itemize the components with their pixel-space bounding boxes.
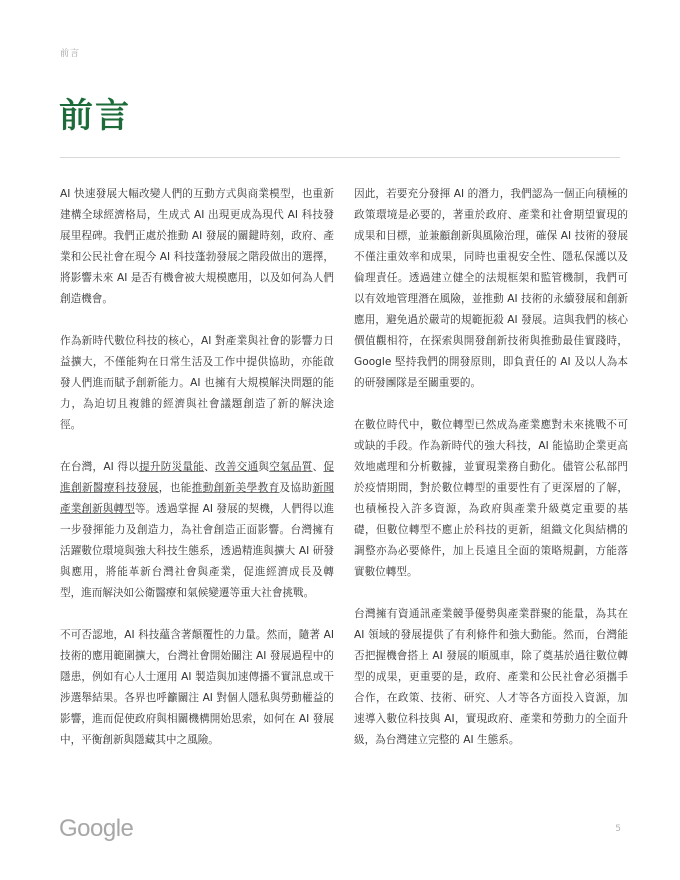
left-paragraph-1: AI 快速發展大幅改變人們的互動方式與商業模型，也重新建構全球經濟格局，生成式 AI 出現更成為現代 AI 科技發展里程碑。我們正處於推動 AI 發展的關鍵時刻，政府、產業和公民社會在現今 AI 科技蓬勃發展之階段做出的選擇，將影響未來 AI 是否有機會被大規模應用，以及如何為人們創造機會。 xyxy=(60,188,334,305)
left-paragraph-3 xyxy=(60,457,334,604)
text-span: 等。透過掌握 AI 發展的契機，人們得以進一步發揮能力及創造力，為社會創造正面影響。台灣擁有活躍數位環境與強大科技生態系，透過精進與擴大 AI 研發與應用，將能革新台灣社會與產業，促進經濟成長及轉型，進而解決如公衛醫療和氣候變遷等重大社會挑戰。 xyxy=(60,503,335,599)
link-news-industry[interactable]: 新聞產業創新與轉型 xyxy=(60,482,335,515)
title-divider xyxy=(60,157,620,158)
link-improve-traffic[interactable]: 改善交通 xyxy=(214,461,259,473)
google-logo: Google xyxy=(59,815,134,842)
text-span: 、 xyxy=(312,461,324,473)
running-head: 前言 xyxy=(60,49,81,59)
page-title: 前言 xyxy=(59,96,131,136)
right-paragraph-1: 因此，若要充分發揮 AI 的潛力，我們認為一個正向積極的政策環境是必要的，著重於政府、產業和社會期望實現的成果和目標，並兼顧創新與風險治理，確保 AI 技術的發展不僅注重效率和成果，同時也重視安全性、隱私保護以及倫理責任。透過建立健全的法規框架和監管機制，我們可以有效地管理潛在風險，並推動 AI 技術的永續發展和創新應用，避免過於嚴苛的規範扼殺 AI 發展。這與我們的核心價值觀相符，在探索與開發創新技術與推動最佳實踐時，Google 堅持我們的開發原則，即負責任的 AI 及以人為本的研發團隊是至關重要的。 xyxy=(354,188,628,389)
text-span: ，也能 xyxy=(158,482,192,494)
text-span: 、 xyxy=(204,461,215,473)
link-disaster-prevention[interactable]: 提升防災量能 xyxy=(139,461,205,473)
link-air-quality[interactable]: 空氣品質 xyxy=(269,461,313,473)
right-paragraph-3: 台灣擁有資通訊產業競爭優勢與產業群聚的能量，為其在 AI 領域的發展提供了有利條件和強大動能。然而，台灣能否把握機會搭上 AI 發展的順風車，除了奠基於過往數位轉型的成果，更重要的是，政府、產業和公民社會必須攜手合作，在政策、技術、研究、人才等各方面投入資源，加速導入數位科技與 AI，實現政府、產業和勞動力的全面升級，為台灣建立完整的 AI 生態系。 xyxy=(354,608,628,746)
right-column xyxy=(354,184,628,751)
left-paragraph-4: 不可否認地，AI 科技蘊含著顛覆性的力量。然而，隨著 AI 技術的應用範圍擴大，台灣社會開始關注 AI 發展過程中的隱患，例如有心人士運用 AI 製造與加速傳播不實訊息或干涉選舉結果。各界也呼籲關注 AI 對個人隱私與勞動權益的影響，進而促使政府與相關機構開始思索，如何在 AI 發展中，平衡創新與隱藏其中之風險。 xyxy=(60,629,334,746)
link-aesthetic-education[interactable]: 推動創新美學教育 xyxy=(191,482,280,494)
right-paragraph-2: 在數位時代中，數位轉型已然成為產業應對未來挑戰不可或缺的手段。作為新時代的強大科技，AI 能協助企業更高效地處理和分析數據，並實現業務自動化。儘管公私部門於疫情期間，對於數位轉型的重要性有了更深層的了解，也積極投入許多資源，為政府與產業升級奠定重要的基礎，但數位轉型不應止於科技的更新，組織文化與結構的調整亦為必要條件，加上長遠且全面的策略規劃，方能落實數位轉型。 xyxy=(354,419,628,578)
page-number: 5 xyxy=(615,824,621,834)
left-paragraph-2: 作為新時代數位科技的核心，AI 對產業與社會的影響力日益擴大，不僅能夠在日常生活及工作中提供協助，亦能啟發人們進而賦予創新能力。AI 也擁有大規模解決問題的能力，為迫切且複雜的經濟與社會議題創造了新的解決途徑。 xyxy=(60,335,334,431)
text-span: 及協助 xyxy=(279,482,313,494)
text-span: 與 xyxy=(258,461,270,473)
left-column xyxy=(60,184,334,751)
text-span: 在台灣，AI 得以 xyxy=(60,461,140,473)
link-medical-tech[interactable]: 促進創新醫療科技發展 xyxy=(60,461,334,494)
